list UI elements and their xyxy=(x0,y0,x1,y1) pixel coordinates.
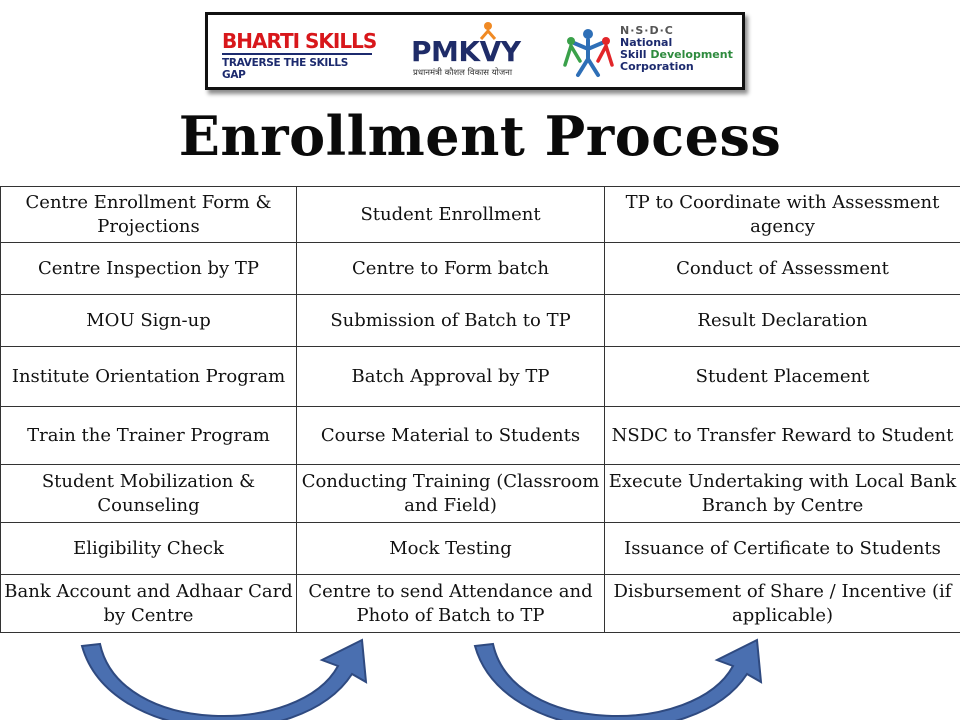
table-cell: Issuance of Certificate to Students xyxy=(605,523,960,575)
table-cell: Mock Testing xyxy=(297,523,605,575)
flow-arrows xyxy=(0,636,960,720)
table-row xyxy=(1,523,960,575)
pmkvy-logo xyxy=(411,21,551,83)
logo-banner xyxy=(205,12,745,90)
table-cell: Bank Account and Adhaar Card by Centre xyxy=(1,575,297,633)
table-cell: Conducting Training (Classroom and Field) xyxy=(297,465,605,523)
table-row xyxy=(1,465,960,523)
table-cell: Institute Orientation Program xyxy=(1,347,297,407)
page-title: Enrollment Process xyxy=(178,104,782,168)
table-cell: TP to Coordinate with Assessment agency xyxy=(605,187,960,243)
table-row xyxy=(1,187,960,243)
table-cell: Eligibility Check xyxy=(1,523,297,575)
curved-arrow-icon xyxy=(82,640,366,720)
table-cell: Disbursement of Share / Incentive (if applicable) xyxy=(605,575,960,633)
table-row xyxy=(1,575,960,633)
nsdc-name-line3: Corporation xyxy=(620,60,694,73)
table-row xyxy=(1,295,960,347)
table-cell: Train the Trainer Program xyxy=(1,407,297,465)
table-row xyxy=(1,407,960,465)
bharti-skills-tagline: TRAVERSE THE SKILLS GAP xyxy=(222,53,372,81)
bharti-skills-logo xyxy=(222,29,382,81)
table-cell: Batch Approval by TP xyxy=(297,347,605,407)
pmkvy-hindi-tagline: प्रधानमंत्री कौशल विकास योजना xyxy=(413,68,513,78)
table-row xyxy=(1,243,960,295)
nsdc-skill-word: Skill xyxy=(620,48,647,61)
table-cell: Centre Inspection by TP xyxy=(1,243,297,295)
table-cell: MOU Sign-up xyxy=(1,295,297,347)
table-cell: Execute Undertaking with Local Bank Branch by Centre xyxy=(605,465,960,523)
table-cell: Student Mobilization & Counseling xyxy=(1,465,297,523)
table-cell: Centre to send Attendance and Photo of Batch to TP xyxy=(297,575,605,633)
nsdc-development-word: Development xyxy=(650,48,733,61)
table-cell: Conduct of Assessment xyxy=(605,243,960,295)
nsdc-abbreviation: N·S·D·C xyxy=(620,24,674,37)
table-cell: Course Material to Students xyxy=(297,407,605,465)
table-cell: Centre to Form batch xyxy=(297,243,605,295)
table-cell: Student Enrollment xyxy=(297,187,605,243)
curved-arrow-icon xyxy=(475,640,761,720)
table-row xyxy=(1,347,960,407)
bharti-skills-name: BHARTI SKILLS xyxy=(222,29,377,53)
table-cell: Student Placement xyxy=(605,347,960,407)
nsdc-logo-text xyxy=(620,25,733,73)
nsdc-people-icon xyxy=(560,25,616,81)
enrollment-process-table xyxy=(0,186,960,633)
table-cell: Centre Enrollment Form & Projections xyxy=(1,187,297,243)
table-cell: Result Declaration xyxy=(605,295,960,347)
pmkvy-name: PMKVY xyxy=(411,35,521,68)
nsdc-name-line1: National xyxy=(620,36,673,49)
table-cell: NSDC to Transfer Reward to Student xyxy=(605,407,960,465)
table-cell: Submission of Batch to TP xyxy=(297,295,605,347)
